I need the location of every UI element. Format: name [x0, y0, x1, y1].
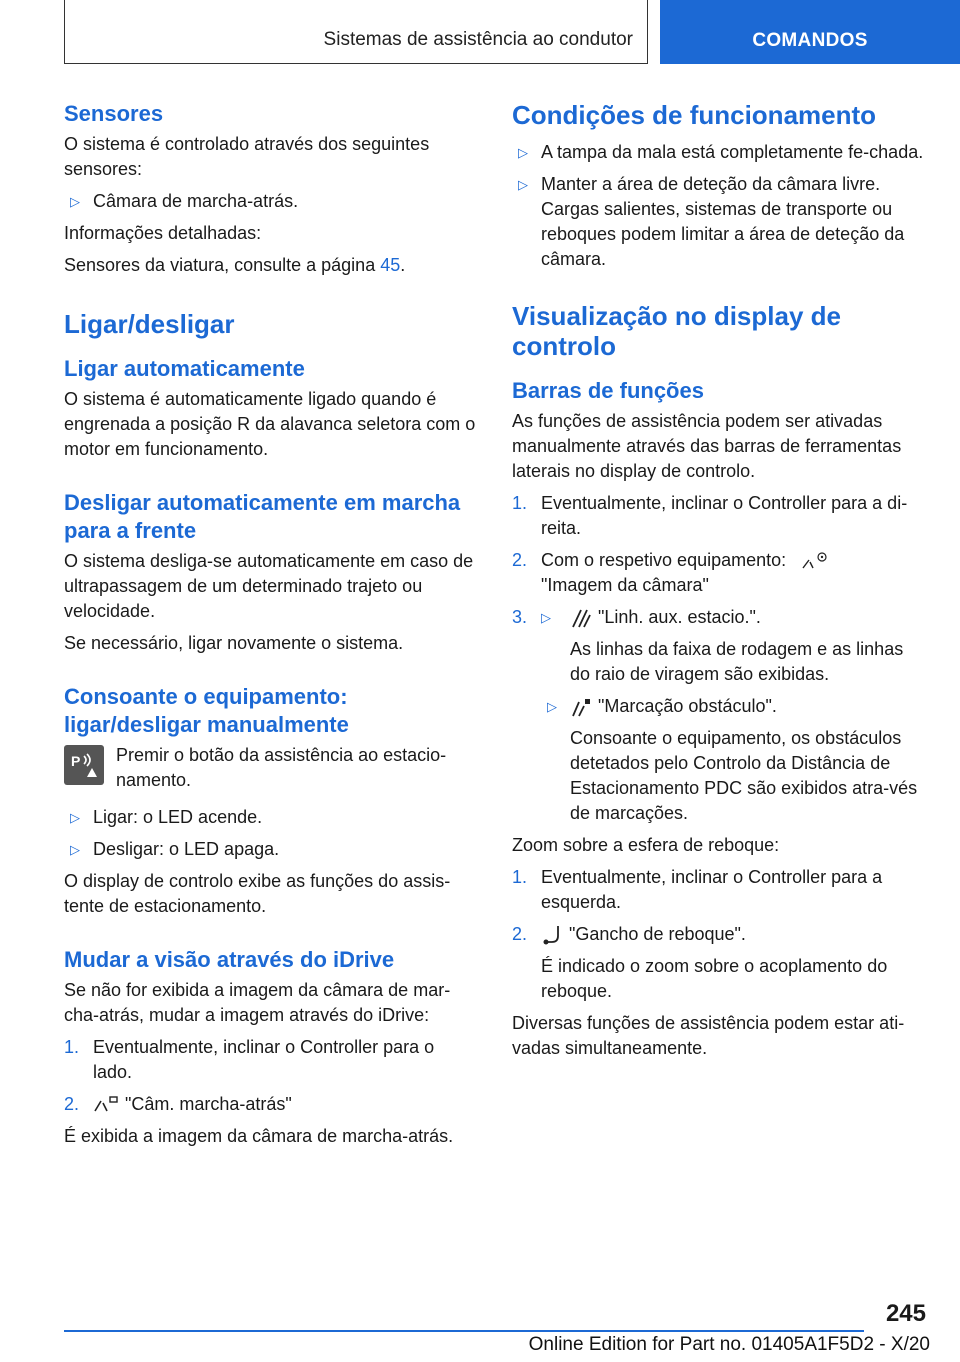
triangle-bullet-icon: ▷	[547, 699, 557, 714]
paragraph: Consoante o equipamento, os obstáculos detetados pelo Controlo da Distância de Estacionamento PDC são exibidos atra-vés de marcações.	[570, 728, 918, 823]
list-item: 1. Eventualmente, inclinar o Controller para a di-reita.	[512, 493, 908, 538]
list-item: ▷ Câmara de marcha-atrás.	[64, 189, 478, 214]
paragraph: Zoom sobre a esfera de reboque:	[512, 835, 780, 855]
section-title: Sistemas de assistência ao condutor	[64, 0, 648, 64]
list-item: ▷ Ligar: o LED acende.	[64, 805, 478, 830]
list-item: 2. Com o respetivo equipamento: "Imagem da câmara"	[512, 548, 926, 598]
list-item: ▷ Desligar: o LED apaga.	[64, 837, 478, 862]
paragraph: As funções de assistência podem ser ativadas manualmente através das barras de ferramentas laterais no display de controlo.	[512, 411, 902, 481]
list-item: 1. Eventualmente, inclinar o Controller para a esquerda.	[512, 867, 883, 912]
page-header	[0, 0, 960, 66]
triangle-bullet-icon: ▷	[70, 842, 80, 857]
paragraph: O sistema é automaticamente ligado quando é engrenada a posição R da alavanca seletora com o motor em funcionamento.	[64, 389, 476, 459]
right-column	[512, 100, 926, 1068]
list-item: ▷ "Marcação obstáculo".	[512, 694, 926, 719]
heading-mudar-visao: Mudar a visão através do iDrive	[64, 947, 395, 972]
triangle-bullet-icon: ▷	[541, 610, 551, 625]
paragraph: O sistema desliga-se automaticamente em caso de ultrapassagem de um determinado trajeto ou velocidade.	[64, 551, 474, 621]
heading-barras-funcoes: Barras de funções	[512, 378, 704, 403]
heading-ligar-desligar: Ligar/desligar	[64, 309, 235, 339]
paragraph: É indicado o zoom sobre o acoplamento do reboque.	[541, 956, 888, 1001]
footer-edition: Online Edition for Part no. 01405A1F5D2 - X/20	[528, 1334, 930, 1355]
paragraph: O display de controlo exibe as funções do assis-tente de estacionamento.	[64, 871, 451, 916]
list-item: 2. "Câm. marcha-atrás"	[64, 1094, 292, 1114]
list-item: ▷ Manter a área de deteção da câmara livre. Cargas salientes, sistemas de transporte ou reboques podem limitar a área de deteção da câmara.	[512, 172, 926, 272]
heading-visualizacao: Visualização no display de controlo	[512, 301, 841, 361]
tow-hook-icon	[541, 924, 563, 946]
heading-desligar-automaticamente: Desligar automaticamente em marcha para a frente	[64, 490, 461, 543]
left-column	[64, 100, 478, 1156]
paragraph: Se não for exibida a imagem da câmara de mar-cha-atrás, mudar a imagem através do iDrive:	[64, 980, 451, 1025]
svg-text:P: P	[71, 753, 81, 769]
paragraph: O sistema é controlado através dos seguintes sensores:	[64, 134, 430, 179]
heading-sensores: Sensores	[64, 101, 164, 126]
paragraph: É exibida a imagem da câmara de marcha-atrás.	[64, 1126, 454, 1146]
list-item: ▷ A tampa da mala está completamente fe-chada.	[512, 140, 926, 165]
footer-divider	[64, 1330, 864, 1332]
paragraph: As linhas da faixa de rodagem e as linhas do raio de viragem são exibidas.	[570, 639, 904, 684]
heading-condicoes: Condições de funcionamento	[512, 100, 877, 130]
heading-ligar-automaticamente: Ligar automaticamente	[64, 356, 305, 381]
list-item: 1. Eventualmente, inclinar o Controller para o lado.	[64, 1037, 435, 1082]
chapter-tab[interactable]: COMANDOS	[660, 0, 960, 64]
triangle-bullet-icon: ▷	[518, 145, 528, 160]
camera-settings-icon	[799, 550, 829, 572]
paragraph: Se necessário, ligar novamente o sistema.	[64, 633, 404, 653]
triangle-bullet-icon: ▷	[70, 194, 80, 209]
park-assist-button-row: P Premir o botão da assistência ao estacio-namento.	[64, 743, 478, 793]
list-item: 3. ▷ "Linh. aux. estacio.".	[512, 605, 926, 630]
heading-ligar-desligar-manualmente: Consoante o equipamento: ligar/desligar manualmente	[64, 684, 349, 737]
page-reference: Sensores da viatura, consulte a página 45.	[64, 255, 406, 275]
triangle-bullet-icon: ▷	[70, 810, 80, 825]
paragraph: Informações detalhadas:	[64, 223, 262, 243]
page-number: 245	[885, 1300, 926, 1327]
reverse-camera-icon	[93, 1095, 119, 1115]
list-item: 2. "Gancho de reboque".	[512, 922, 926, 947]
page-link[interactable]: 45	[380, 255, 401, 275]
triangle-bullet-icon: ▷	[518, 177, 528, 192]
parking-lines-icon	[570, 607, 592, 629]
obstacle-marking-icon	[570, 696, 592, 718]
park-assist-button-icon	[64, 745, 104, 785]
paragraph: Diversas funções de assistência podem estar ati-vadas simultaneamente.	[512, 1013, 905, 1058]
